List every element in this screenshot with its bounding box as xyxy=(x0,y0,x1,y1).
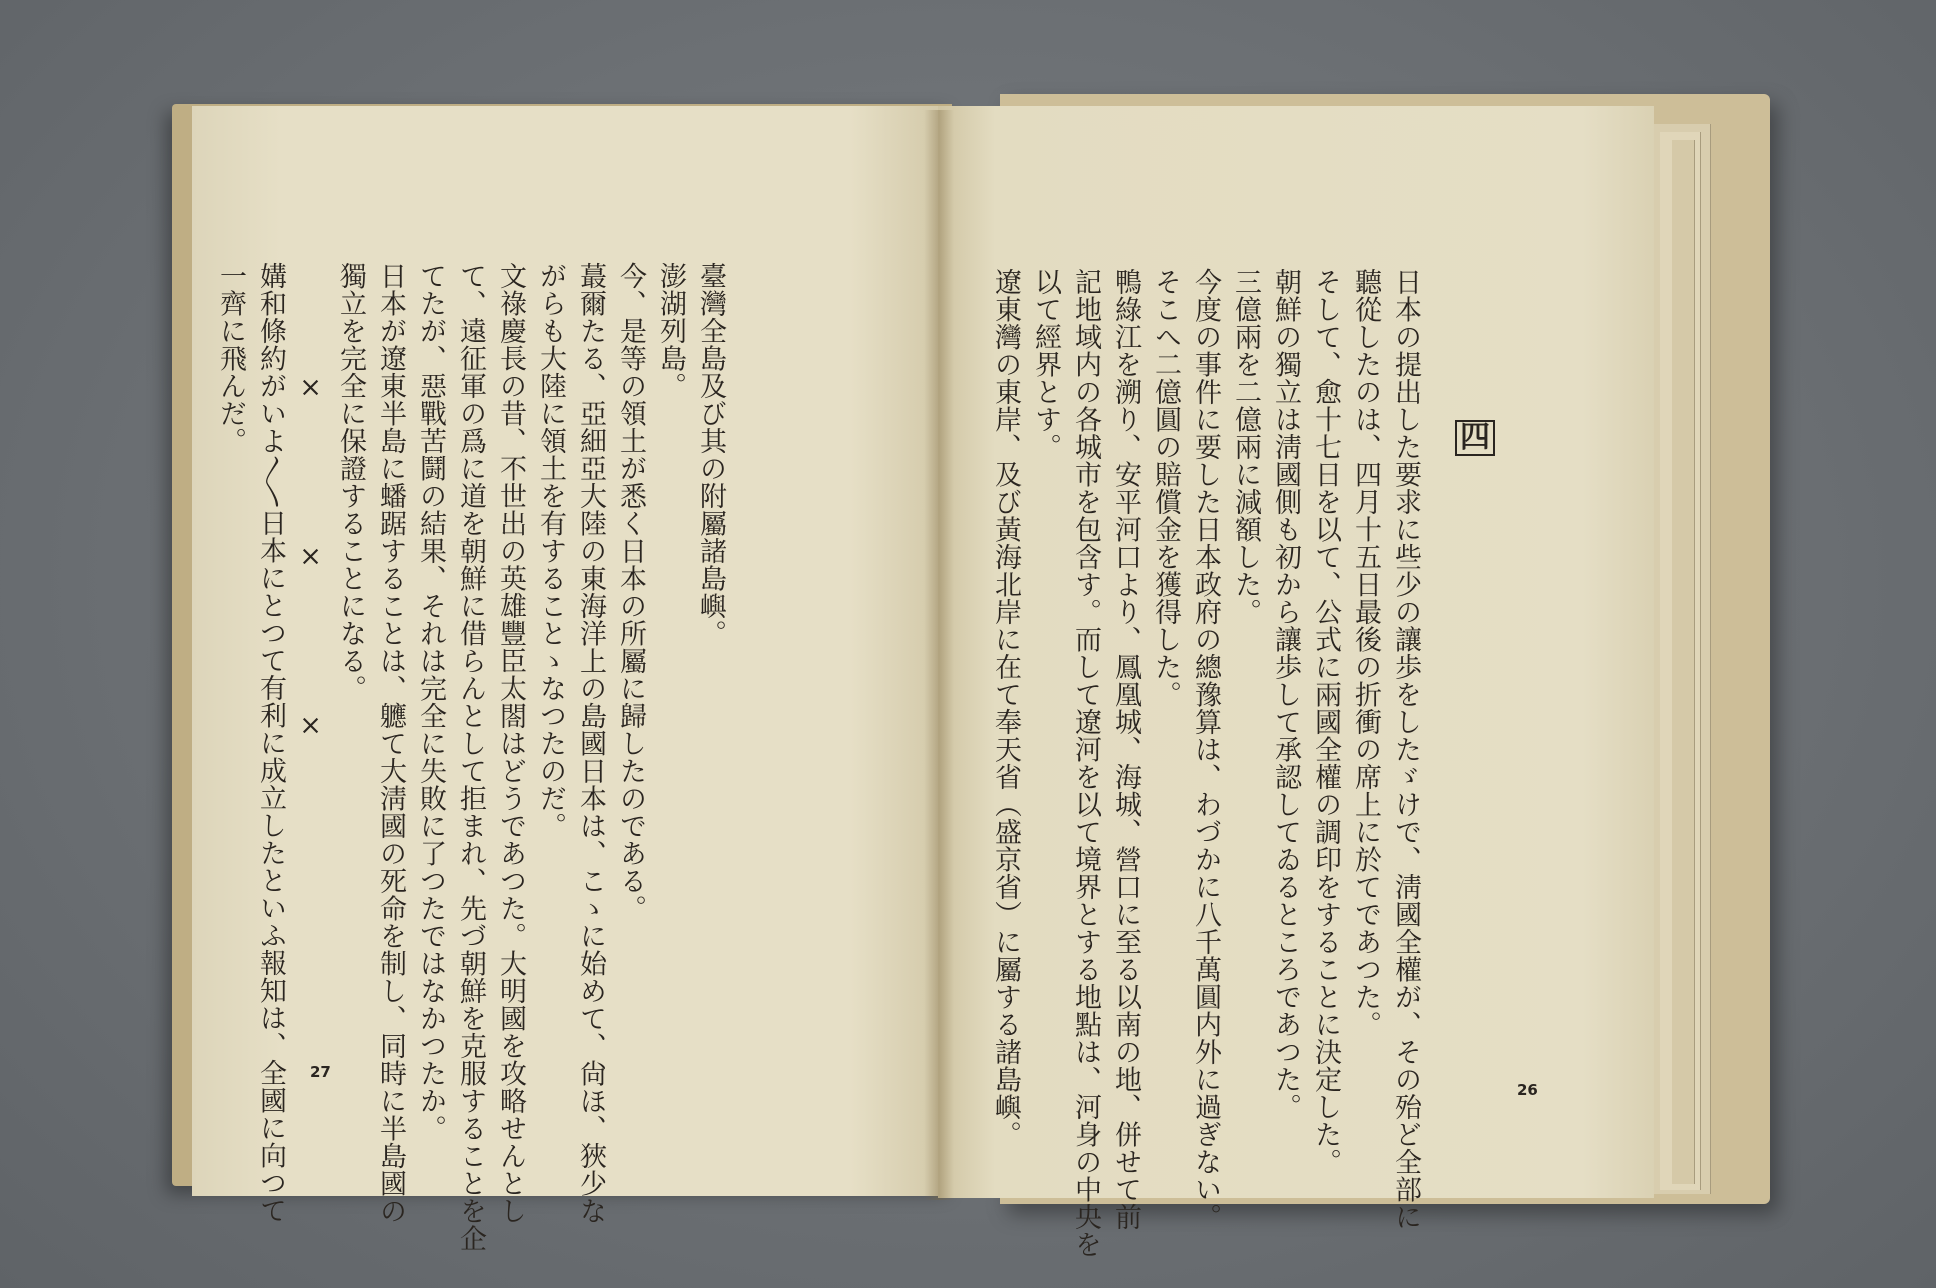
left-page-body-text: 臺灣全島及び其の附屬諸島嶼。 澎湖列島。 今、是等の領土が悉く日本の所屬に歸したのである。 蕞爾たる、亞細亞大陸の東海洋上の島國日本は、こゝに始めて、尙ほ、狹少な がらも大陸に領土を有することゝなつたのだ。 文祿慶長の昔、不世出の英雄豐臣太閤はどうであつた。大明國を攻略せんとし て、遠征軍の爲に道を朝鮮に借らんとして拒まれ、先づ朝鮮を克服することを企 てたが、惡戰苦鬪の結果、それは完全に失敗に了つたではなかつたか。 日本が遼東半島に蟠踞することは、軈て大淸國の死命を制し、同時に半島國の 獨立を完全に保證することになる。 × × × 媾和條約がいよ〳〵日本にとつて有利に成立したといふ報知は、全國に向つて 一齊に飛んだ。 xyxy=(215,262,726,1252)
page-stack-edge xyxy=(1672,140,1695,1184)
right-page-body-text: 日本の提出した要求に些少の讓歩をしたゞけで、淸國全權が、その殆ど全部に 聽從したのは、四月十五日最後の折衝の席上に於てであつた。 そして、愈十七日を以て、公式に兩國全權の調印をすることに決定した。 朝鮮の獨立は淸國側も初から讓歩して承認してゐるところであつた。 三億兩を二億兩に減額した。 今度の事件に要した日本政府の總豫算は、わづかに八千萬圓内外に過ぎない。 そこへ二億圓の賠償金を獲得した。 鴨綠江を溯り、安平河口より、鳳凰城、海城、營口に至る以南の地、併せて前 記地域内の各城市を包含す。而して遼河を以て境界とする地點は、河身の中央を 以て經界とす。 遼東灣の東岸、及び黃海北岸に在て奉天省（盛京省）に屬する諸島嶼。 xyxy=(990,268,1421,1258)
page-number-right: 26 xyxy=(1517,1081,1538,1099)
chapter-heading: 四 xyxy=(1455,420,1495,456)
book-gutter xyxy=(924,110,954,1200)
page-number-left: 27 xyxy=(310,1063,331,1081)
